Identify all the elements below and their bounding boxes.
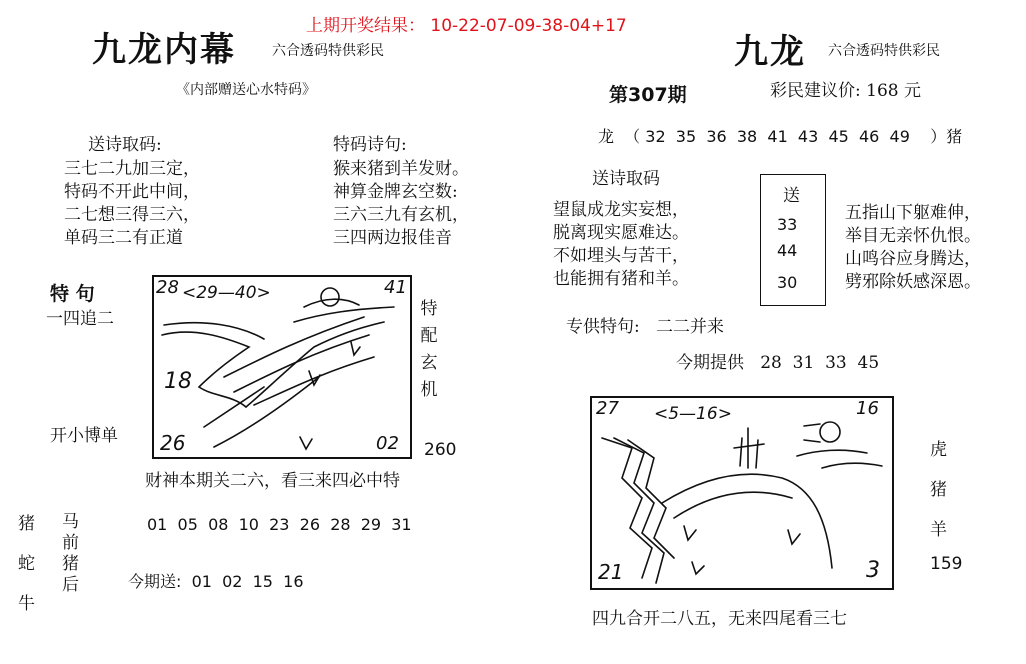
- send-number-box: [760, 174, 826, 306]
- poem-line: 也能拥有猪和羊。: [553, 269, 689, 289]
- left-today-send: 今期送: 01 02 15 16: [128, 572, 304, 591]
- right-sketch-num-br: 3: [866, 558, 880, 583]
- left-special-phrase-value: 一四追二: [46, 309, 114, 329]
- send-box-label: 送: [783, 186, 800, 206]
- poem-line: 三六三九有玄机，: [333, 205, 469, 225]
- zodiac-item: 蛇: [18, 554, 35, 574]
- left-sketch-num-bl: 26: [160, 431, 186, 455]
- left-kai-label: 开小博单: [50, 426, 118, 446]
- zodiac-item: 猪: [18, 514, 35, 534]
- right-footer-line: 四九合开二八五，无来四尾看三七: [592, 609, 847, 629]
- left-caishen-line: 财神本期关二六，看三来四必中特: [145, 471, 400, 491]
- poem-line: 山鸣谷应身腾达，: [845, 249, 981, 269]
- left-title: 九龙内幕: [92, 30, 236, 70]
- left-poem-a-title: 送诗取码:: [88, 135, 162, 155]
- right-poem-right: [845, 202, 981, 294]
- right-side-zodiac: [930, 430, 947, 550]
- ma-char: 前: [62, 533, 79, 553]
- poem-line: 神算金牌玄空数:: [333, 182, 458, 202]
- dragon-number-line: 龙 （ 32 35 36 38 41 43 45 46 49 ）猪: [598, 127, 963, 146]
- suggested-price: 彩民建议价: 168 元: [770, 81, 921, 101]
- left-poem-b: [333, 158, 469, 250]
- right-sketch-range: <5—16>: [654, 404, 732, 424]
- right-landscape-sketch: [592, 398, 892, 588]
- left-landscape-sketch: [154, 277, 410, 457]
- left-special-phrase-label: 特 句: [50, 283, 95, 305]
- zodiac-item: 虎: [930, 440, 947, 460]
- send-box-value: 33: [777, 215, 798, 234]
- ma-char: 马: [62, 512, 79, 532]
- right-side-number: 159: [930, 554, 963, 574]
- left-side-number: 260: [424, 440, 457, 460]
- left-poem-b-title: 特码诗句:: [333, 135, 407, 155]
- poem-line: 五指山下躯难伸，: [845, 203, 981, 223]
- left-ma-column: [62, 512, 79, 596]
- right-title: 九龙: [734, 32, 806, 72]
- poem-line: 脱离现实愿难达。: [553, 223, 689, 243]
- right-sketch-num-bl: 21: [598, 560, 624, 584]
- zodiac-item: 牛: [18, 594, 35, 614]
- poem-line: 不如埋头与苦干，: [553, 246, 689, 266]
- right-poem-left: [553, 199, 689, 291]
- right-sketch-num-tr: 16: [856, 398, 879, 419]
- poem-line: 单码三二有正道: [64, 228, 183, 248]
- left-source-note: 《内部赠送心水特码》: [176, 82, 316, 98]
- poem-line: 举目无亲怀仇恨。: [845, 226, 981, 246]
- ma-char: 后: [62, 575, 79, 595]
- left-sketch-box: [152, 275, 412, 459]
- zodiac-item: 羊: [930, 520, 947, 540]
- issue-number: 第307期: [609, 84, 687, 106]
- ma-char: 猪: [62, 554, 79, 574]
- left-subtitle: 六合透码特供彩民: [272, 43, 384, 59]
- zodiac-item: 猪: [930, 480, 947, 500]
- poem-line: 劈邪除妖感深恩。: [845, 272, 981, 292]
- left-poem-a: [64, 158, 200, 250]
- left-zodiac-column: [18, 504, 35, 624]
- poem-line: 二七想三得三六，: [64, 205, 200, 225]
- left-side-vertical: 特配玄机: [420, 299, 438, 400]
- right-sketch-box: [590, 396, 894, 590]
- left-sketch-num-ml: 18: [164, 369, 192, 394]
- right-subtitle: 六合透码特供彩民: [828, 43, 940, 59]
- left-sketch-num-tr: 41: [384, 277, 407, 298]
- left-sketch-num-tl: 28: [156, 277, 179, 298]
- poem-line: 三七二九加三定，: [64, 159, 200, 179]
- poem-line: 猴来猪到羊发财。: [333, 159, 469, 179]
- poem-line: 三四两边报佳音: [333, 228, 452, 248]
- left-sketch-range: <29—40>: [182, 283, 271, 303]
- poem-line: 特码不开此中间，: [64, 182, 200, 202]
- left-sketch-num-br: 02: [376, 433, 399, 454]
- right-poem-title: 送诗取码: [592, 169, 660, 189]
- poem-line: 望鼠成龙实妄想，: [553, 200, 689, 220]
- today-offer-line: 今期提供 28 31 33 45: [676, 353, 880, 373]
- right-sketch-num-tl: 27: [596, 398, 619, 419]
- send-box-value: 44: [777, 241, 798, 260]
- left-number-list: 01 05 08 10 23 26 28 29 31: [147, 515, 412, 534]
- send-box-value: 30: [777, 273, 798, 292]
- last-result-banner: 上期开奖结果： 10-22-07-09-38-04+17: [306, 16, 627, 36]
- right-special-phrase: 专供特句: 二二并来: [566, 317, 724, 337]
